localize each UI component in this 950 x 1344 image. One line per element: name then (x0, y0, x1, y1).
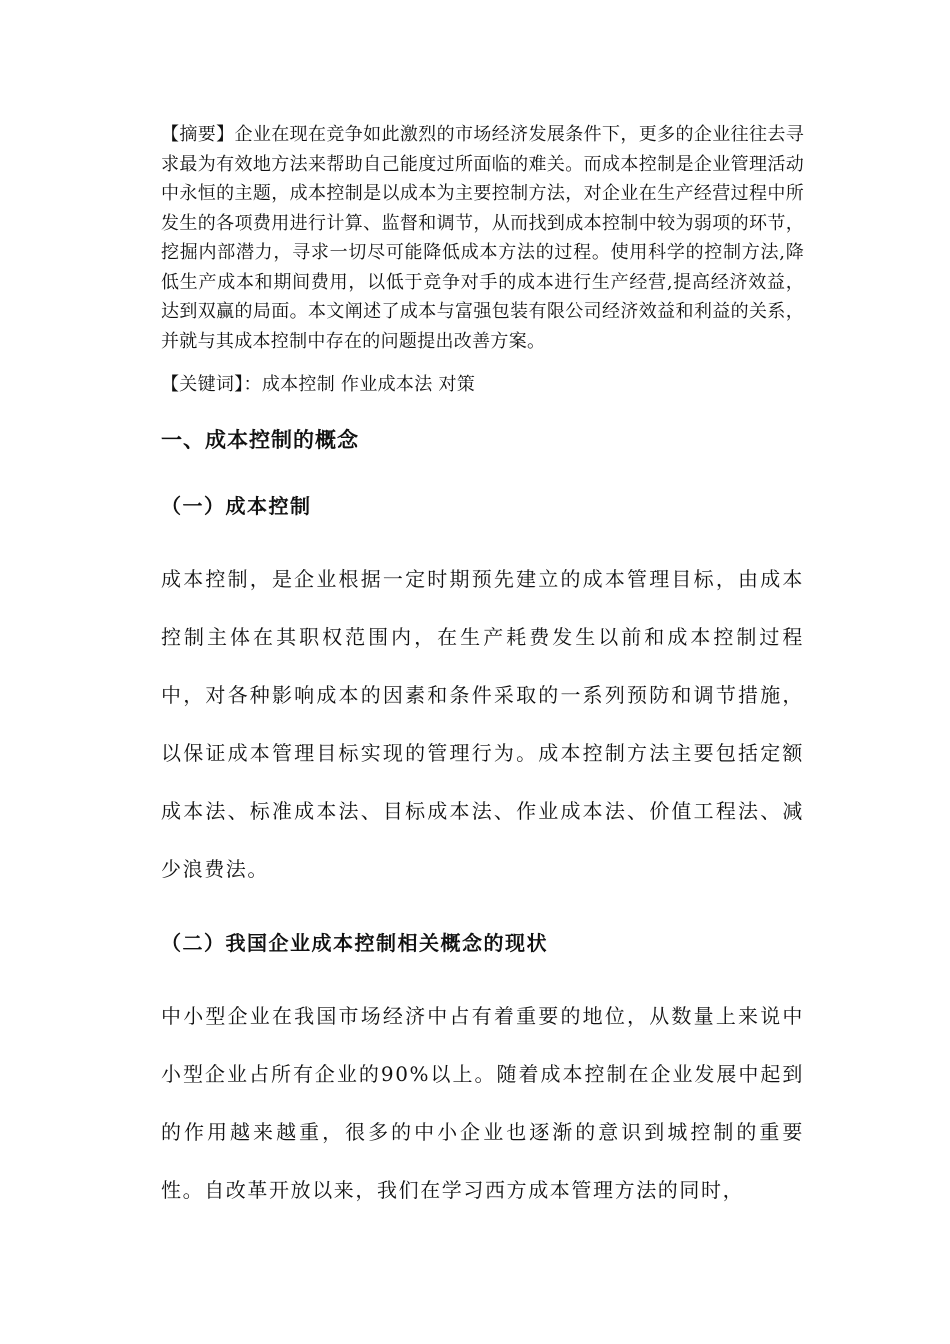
subsection-heading: （一）成本控制 (161, 493, 312, 518)
keywords-label: 【关键词】： (161, 374, 262, 395)
keyword-item: 作业成本法 (341, 374, 433, 395)
section-heading: 一、成本控制的概念 (161, 427, 359, 452)
abstract-label: 【摘要】 (161, 124, 235, 145)
body-paragraph: 中小型企业在我国市场经济中占有着重要的地位，从数量上来说中小型企业占所有企业的90%以上。随着成本控制在企业发展中起到的作用越来越重，很多的中小企业也逐渐的意识到城控制的重要性。自改革开放以来，我们在学习西方成本管理方法的同时， (161, 1003, 804, 1202)
abstract-text: 企业在现在竞争如此激烈的市场经济发展条件下，更多的企业往往去寻求最为有效地方法来帮助自己能度过所面临的难关。而成本控制是企业管理活动中永恒的主题，成本控制是以成本为主要控制方法，对企业在生产经营过程中所发生的各项费用进行计算、监督和调节，从而找到成本控制中较为弱项的环节，挖掘内部潜力，寻求一切尽可能降低成本方法的过程。使用科学的控制方法,降低生产成本和期间费用，以低于竞争对手的成本进行生产经营,提高经济效益，达到双赢的局面。本文阐述了成本与富强包装有限公司经济效益和利益的关系，并就与其成本控制中存在的问题提出改善方案。 (161, 124, 805, 352)
abstract-paragraph (161, 120, 804, 356)
keyword-item: 成本控制 (261, 374, 336, 395)
subsection-heading: （二）我国企业成本控制相关概念的现状 (161, 930, 548, 955)
body-paragraph: 成本控制，是企业根据一定时期预先建立的成本管理目标，由成本控制主体在其职权范围内，在生产耗费发生以前和成本控制过程中，对各种影响成本的因素和条件采取的一系列预防和调节措施，以保证成本管理目标实现的管理行为。成本控制方法主要包括定额成本法、标准成本法、目标成本法、作业成本法、价值工程法、减少浪费法。 (161, 566, 804, 881)
keywords-line (161, 370, 804, 400)
document-content (161, 120, 804, 1219)
keyword-item: 对策 (438, 374, 476, 395)
